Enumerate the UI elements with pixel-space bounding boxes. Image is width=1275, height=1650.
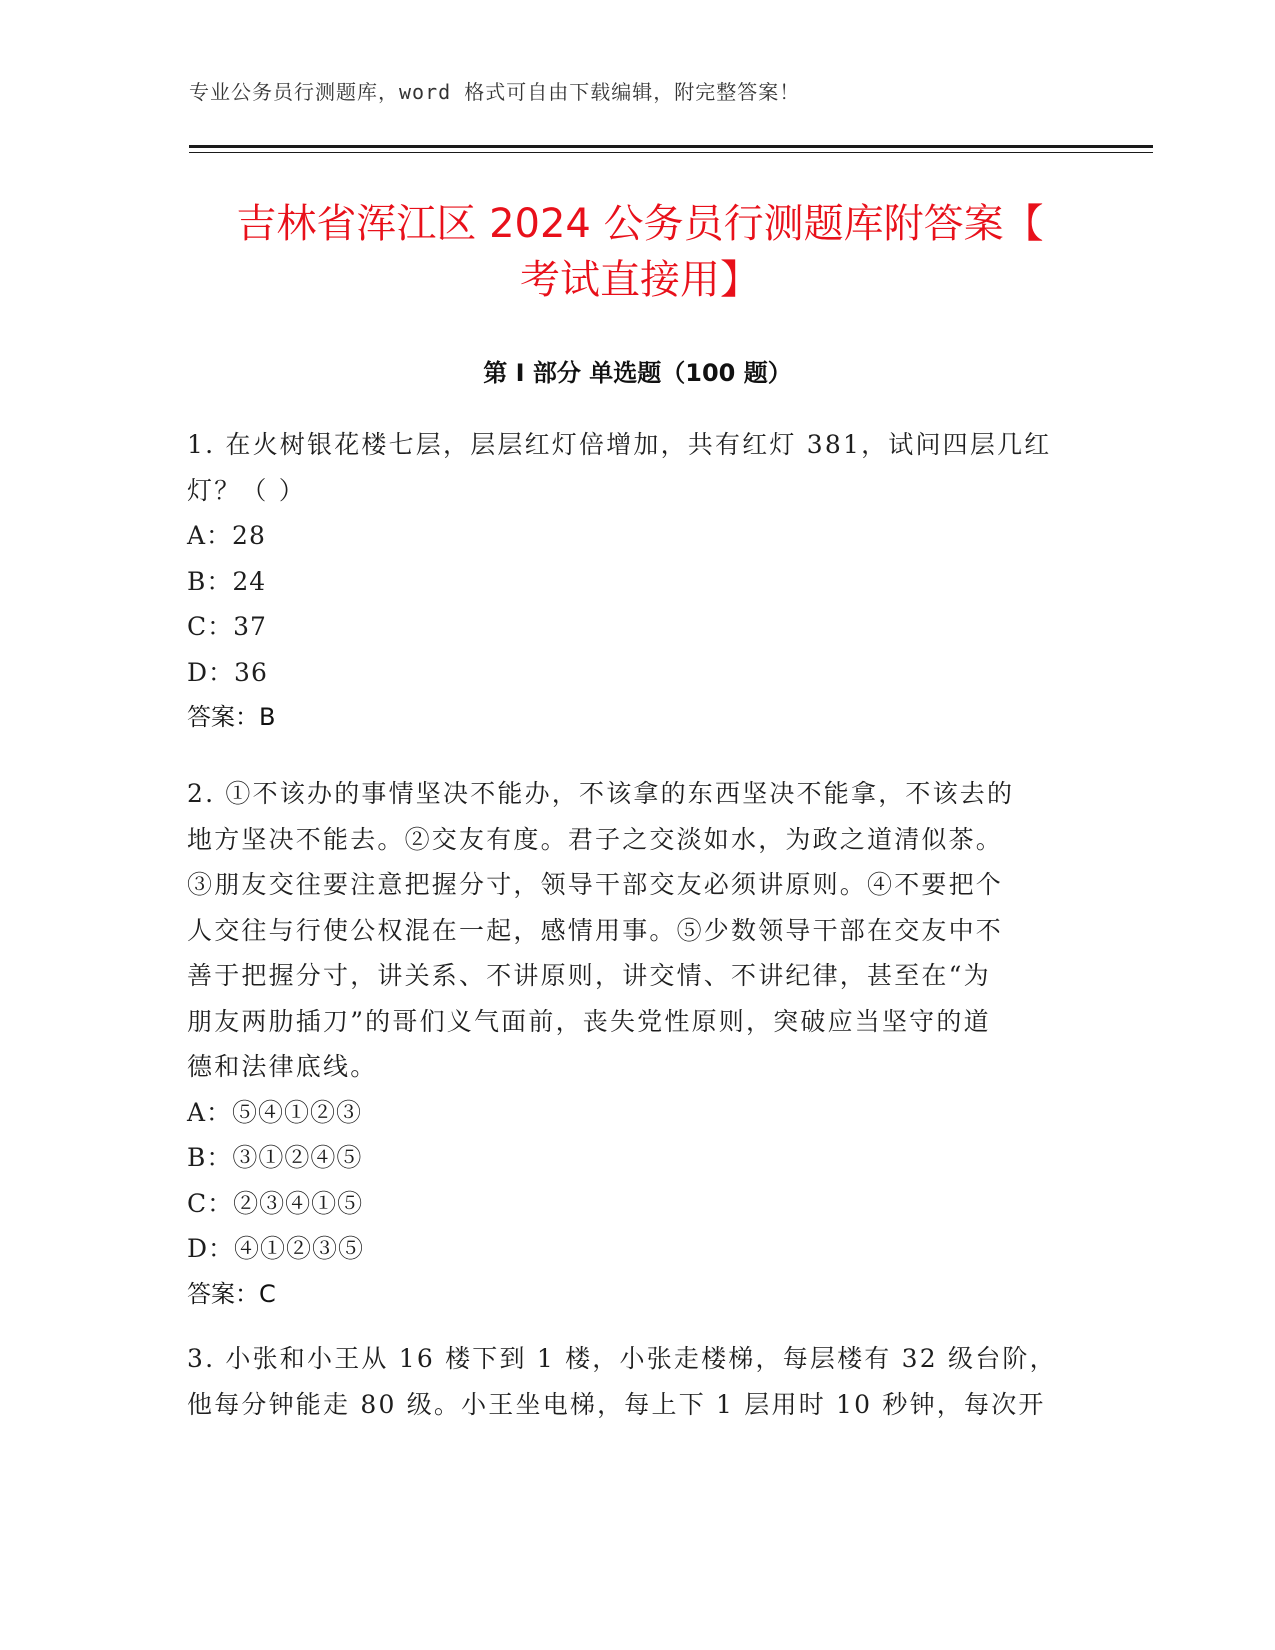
question-1-option-a: A：28 [187, 521, 266, 550]
header-tagline: 专业公务员行测题库，word 格式可自由下载编辑，附完整答案！ [189, 80, 801, 104]
question-stem-line: 德和法律底线。 [187, 1052, 378, 1081]
question-2 [187, 771, 1087, 1317]
question-2-option-c: C：②③④①⑤ [187, 1188, 364, 1218]
question-stem-line: 善于把握分寸，讲关系、不讲原则，讲交情、不讲纪律，甚至在“为 [187, 961, 991, 990]
question-1-option-c: C：37 [187, 612, 267, 641]
header-rule-thin [189, 152, 1153, 153]
document-title [180, 196, 1100, 308]
question-2-answer: 答案：C [187, 1279, 276, 1308]
question-1-stem [187, 422, 1087, 513]
header-rule-thick [189, 145, 1153, 148]
question-stem-line: 地方坚决不能去。②交友有度。君子之交淡如水，为政之道清似茶。 [187, 824, 1004, 854]
question-1-answer: 答案：B [187, 703, 276, 731]
question-stem-line: 人交往与行使公权混在一起，感情用事。⑤少数领导干部在交友中不 [187, 915, 1004, 945]
question-3-stem [187, 1336, 1087, 1427]
section-title: 第 I 部分 单选题（100 题） [483, 359, 792, 387]
document-title-line2: 考试直接用】 [520, 257, 760, 303]
question-1 [187, 422, 1087, 741]
question-stem-line: 朋友两肋插刀”的哥们义气面前，丧失党性原则，突破应当坚守的道 [187, 1006, 991, 1036]
question-stem-line: ③朋友交往要注意把握分寸，领导干部交友必须讲原则。④不要把个 [187, 870, 1004, 899]
question-3 [187, 1336, 1087, 1427]
question-2-option-d: D：④①②③⑤ [187, 1234, 365, 1263]
question-2-stem [187, 771, 1087, 1090]
question-stem-line: 灯？（ ） [187, 475, 306, 505]
question-stem-line: 1. 在火树银花楼七层，层层红灯倍增加，共有红灯 381，试问四层几红 [187, 430, 1052, 459]
question-2-option-b: B：③①②④⑤ [187, 1143, 363, 1172]
question-stem-line: 3. 小张和小王从 16 楼下到 1 楼，小张走楼梯，每层楼有 32 级台阶， [187, 1344, 1057, 1373]
question-2-option-a: A：⑤④①②③ [187, 1097, 363, 1127]
document-title-line1: 吉林省浑江区 2024 公务员行测题库附答案【 [236, 201, 1044, 247]
question-stem-line: 2. ①不该办的事情坚决不能办，不该拿的东西坚决不能拿，不该去的 [187, 779, 1015, 808]
question-stem-line: 他每分钟能走 80 级。小王坐电梯，每上下 1 层用时 10 秒钟，每次开 [187, 1389, 1046, 1419]
question-1-option-b: B：24 [187, 566, 267, 596]
question-1-option-d: D：36 [187, 657, 268, 687]
